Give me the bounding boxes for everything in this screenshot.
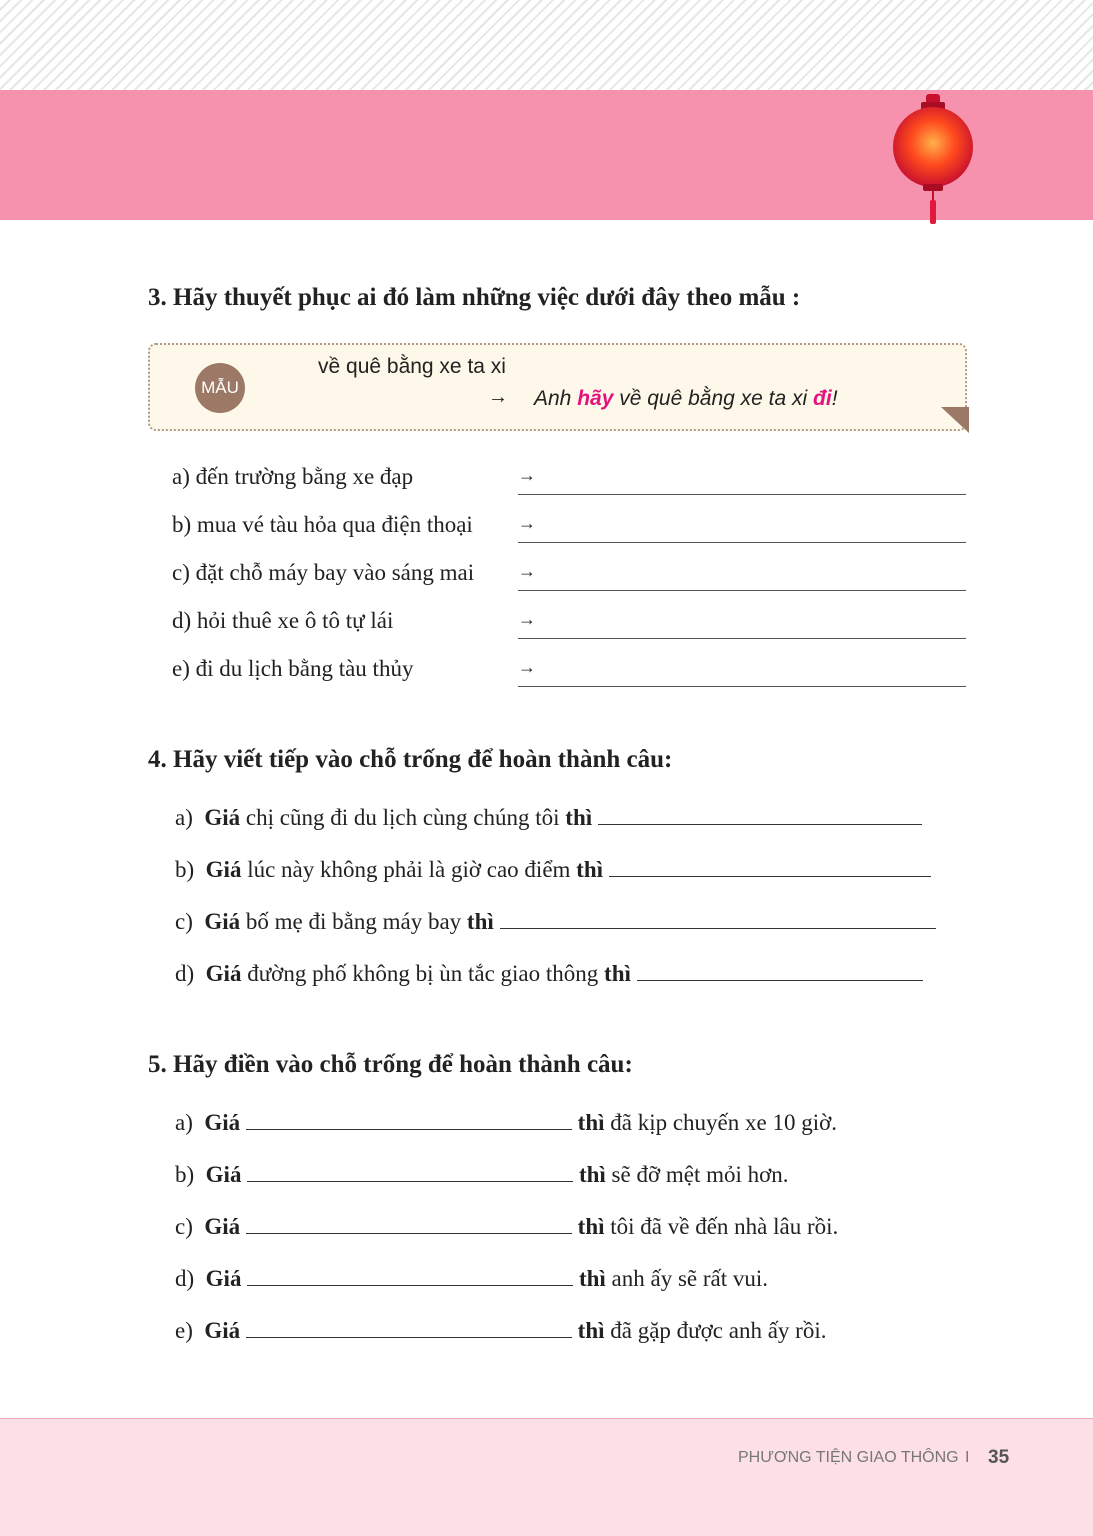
- exercise-5-title: 5. Hãy điền vào chỗ trống để hoàn thành câu:: [148, 1051, 633, 1078]
- chapter-title: PHƯƠNG TIỆN GIAO THÔNG: [738, 1449, 959, 1466]
- lantern-icon: [888, 92, 978, 227]
- answer-line[interactable]: [518, 657, 966, 687]
- ex3-item: d) hỏi thuê xe ô tô tự lái: [172, 608, 394, 633]
- sample-box: [148, 343, 967, 431]
- arrow-icon: →: [518, 609, 536, 629]
- arrow-icon: →: [518, 465, 536, 485]
- arrow-icon: →: [518, 561, 536, 581]
- answer-blank[interactable]: [609, 857, 931, 877]
- ex5-item: b) Giá thì sẽ đỡ mệt mỏi hơn.: [175, 1162, 789, 1187]
- answer-blank[interactable]: [246, 1214, 572, 1234]
- footer-separator: I: [965, 1449, 970, 1466]
- highlight-hay: hãy: [577, 387, 614, 410]
- answer-line[interactable]: [518, 561, 966, 591]
- ex4-item: c) Giá bố mẹ đi bằng máy bay thì: [175, 909, 936, 935]
- sample-answer: [534, 387, 838, 411]
- answer-text: !: [831, 387, 838, 410]
- exercise-4-title: 4. Hãy viết tiếp vào chỗ trống để hoàn thành câu:: [148, 746, 673, 773]
- answer-blank[interactable]: [246, 1110, 572, 1130]
- ex5-item: c) Giá thì tôi đã về đến nhà lâu rồi.: [175, 1214, 839, 1239]
- exercise-3-title: 3. Hãy thuyết phục ai đó làm những việc dưới đây theo mẫu :: [148, 284, 801, 311]
- arrow-icon: →: [488, 386, 508, 408]
- page-number: 35: [988, 1447, 1010, 1468]
- sample-badge: MẪU: [195, 363, 245, 413]
- ex3-item: e) đi du lịch bằng tàu thủy: [172, 656, 414, 681]
- arrow-icon: →: [518, 657, 536, 677]
- page-fold: [941, 407, 969, 433]
- ex4-item: d) Giá đường phố không bị ùn tắc giao thông thì: [175, 961, 923, 987]
- footer: [0, 1418, 1093, 1536]
- ex5-item: a) Giá thì đã kịp chuyến xe 10 giờ.: [175, 1110, 838, 1135]
- answer-line[interactable]: [518, 513, 966, 543]
- answer-text: về quê bằng xe ta xi: [613, 387, 814, 410]
- answer-text: Anh: [534, 387, 578, 410]
- answer-line[interactable]: [518, 465, 966, 495]
- ex3-item: c) đặt chỗ máy bay vào sáng mai: [172, 560, 475, 585]
- answer-blank[interactable]: [246, 1318, 572, 1338]
- answer-line[interactable]: [518, 609, 966, 639]
- header-pattern: [0, 0, 1093, 90]
- sample-prompt: về quê bằng xe ta xi: [318, 355, 506, 378]
- ex3-item: a) đến trường bằng xe đạp: [172, 464, 414, 489]
- ex4-item: b) Giá lúc này không phải là giờ cao điểm thì: [175, 857, 931, 883]
- ex5-item: e) Giá thì đã gặp được anh ấy rồi.: [175, 1318, 827, 1343]
- answer-blank[interactable]: [247, 1162, 573, 1182]
- highlight-di: đi: [813, 387, 832, 410]
- answer-blank[interactable]: [637, 961, 923, 981]
- answer-blank[interactable]: [247, 1266, 573, 1286]
- ex5-item: d) Giá thì anh ấy sẽ rất vui.: [175, 1266, 769, 1291]
- ex3-item: b) mua vé tàu hỏa qua điện thoại: [172, 512, 473, 537]
- ex4-item: a) Giá chị cũng đi du lịch cùng chúng tôi thì: [175, 805, 922, 831]
- answer-blank[interactable]: [500, 909, 936, 929]
- answer-blank[interactable]: [598, 805, 922, 825]
- arrow-icon: →: [518, 513, 536, 533]
